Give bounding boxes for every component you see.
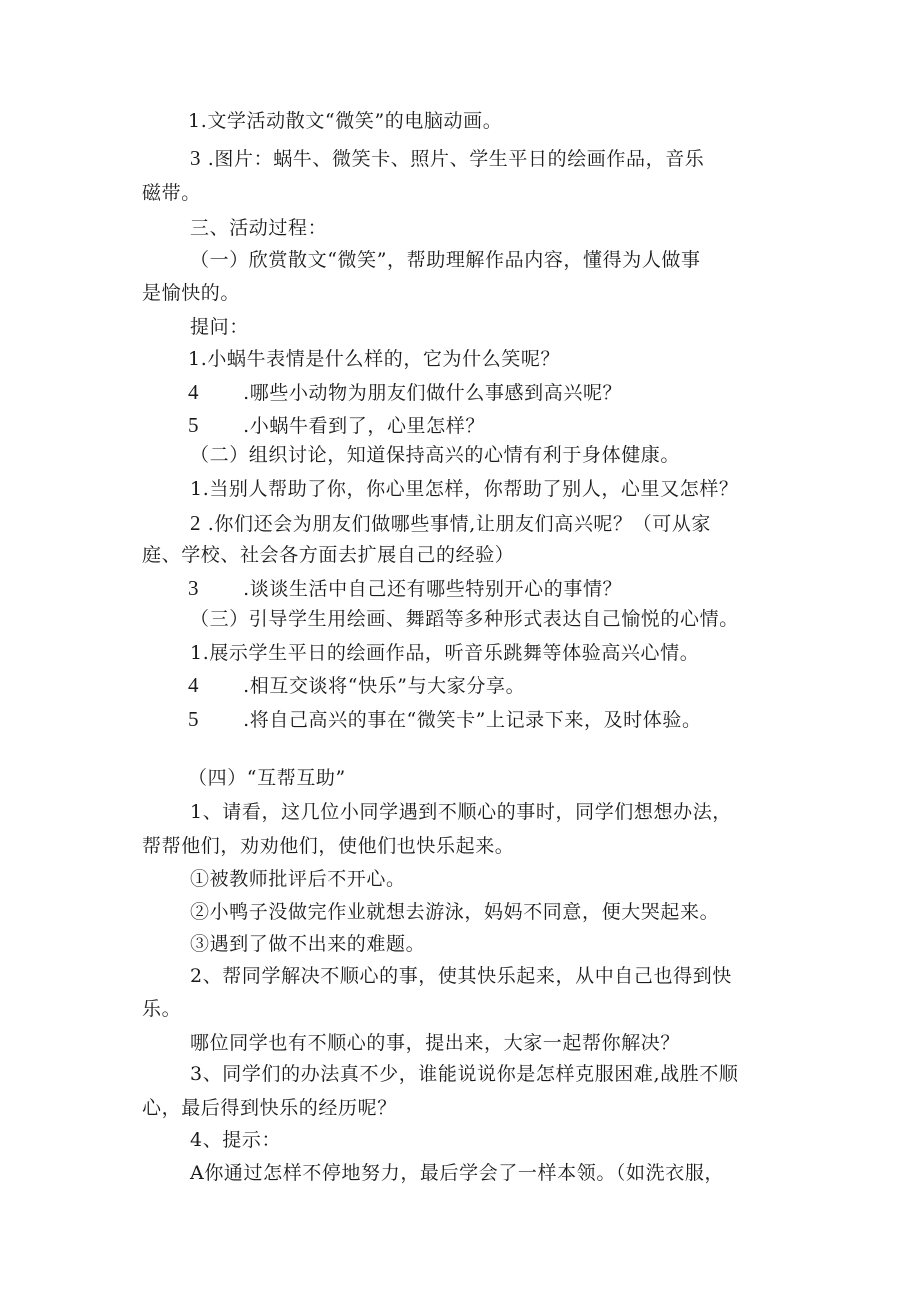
hint-item-a: A你通过怎样不停地努力，最后学会了一样本领。（如洗衣服， bbox=[190, 1162, 725, 1184]
help-item-3: 3、同学们的办法真不少，谁能说说你是怎样克服困难,战胜不顺 bbox=[190, 1063, 739, 1085]
discussion-item-2: 2 .你们还会为朋友们做哪些事情,让朋友们高兴呢？（可从家 bbox=[190, 511, 712, 535]
help-item-1: 1、请看，这几位小同学遇到不顺心的事时，同学们想想办法， bbox=[190, 801, 732, 823]
help-item-2-question: 哪位同学也有不顺心的事，提出来，大家一起帮你解决？ bbox=[190, 1032, 681, 1054]
question-1: 1.小蜗牛表情是什么样的，它为什么笑呢？ bbox=[188, 348, 561, 370]
scenario-1: ①被教师批评后不开心。 bbox=[190, 868, 406, 890]
subsection-4-heading: （四）“互帮互助” bbox=[188, 767, 346, 789]
material-item-3: 3 .图片：蜗牛、微笑卡、照片、学生平日的绘画作品，音乐 bbox=[190, 146, 705, 170]
help-item-1-cont: 帮帮他们，劝劝他们，使他们也快乐起来。 bbox=[142, 835, 515, 857]
expression-item-4: 4 .相互交谈将“快乐”与大家分享。 bbox=[188, 673, 526, 697]
subsection-1-heading: （一）欣赏散文“微笑”，帮助理解作品内容，懂得为人做事 bbox=[190, 249, 701, 271]
help-item-2: 2、帮同学解决不顺心的事，使其快乐起来，从中自己也得到快 bbox=[190, 965, 732, 987]
subsection-1-heading-cont: 是愉快的。 bbox=[142, 282, 241, 304]
question-5: 5 .小蜗牛看到了，心里怎样？ bbox=[188, 413, 485, 437]
question-4: 4 .哪些小动物为朋友们做什么事感到高兴呢？ bbox=[188, 380, 623, 404]
material-item-1: 1.文学活动散文“微笑”的电脑动画。 bbox=[188, 110, 503, 132]
scenario-2: ②小鸭子没做完作业就想去游泳，妈妈不同意，便大哭起来。 bbox=[190, 901, 720, 923]
expression-item-1: 1.展示学生平日的绘画作品，听音乐跳舞等体验高兴心情。 bbox=[190, 642, 700, 664]
discussion-item-3: 3 .谈谈生活中自己还有哪些特别开心的事情？ bbox=[188, 576, 623, 600]
help-item-3-cont: 心，最后得到快乐的经历呢？ bbox=[142, 1097, 397, 1119]
subsection-3-heading: （三）引导学生用绘画、舞蹈等多种形式表达自己愉悦的心情。 bbox=[190, 608, 739, 630]
discussion-item-1: 1.当别人帮助了你，你心里怎样，你帮助了别人，心里又怎样？ bbox=[190, 478, 739, 500]
scenario-3: ③遇到了做不出来的难题。 bbox=[190, 933, 426, 955]
help-item-2-cont: 乐。 bbox=[142, 998, 182, 1020]
section-heading-3: 三、活动过程： bbox=[190, 217, 328, 239]
subsection-2-heading: （二）组织讨论，知道保持高兴的心情有利于身体健康。 bbox=[190, 444, 681, 466]
question-label: 提问： bbox=[190, 316, 249, 338]
expression-item-5: 5 .将自己高兴的事在“微笑卡”上记录下来，及时体验。 bbox=[188, 707, 702, 731]
discussion-item-2-cont: 庭、学校、社会各方面去扩展自己的经验） bbox=[142, 544, 515, 566]
help-item-4: 4、提示： bbox=[190, 1129, 282, 1151]
material-item-3-cont: 磁带。 bbox=[142, 182, 201, 204]
